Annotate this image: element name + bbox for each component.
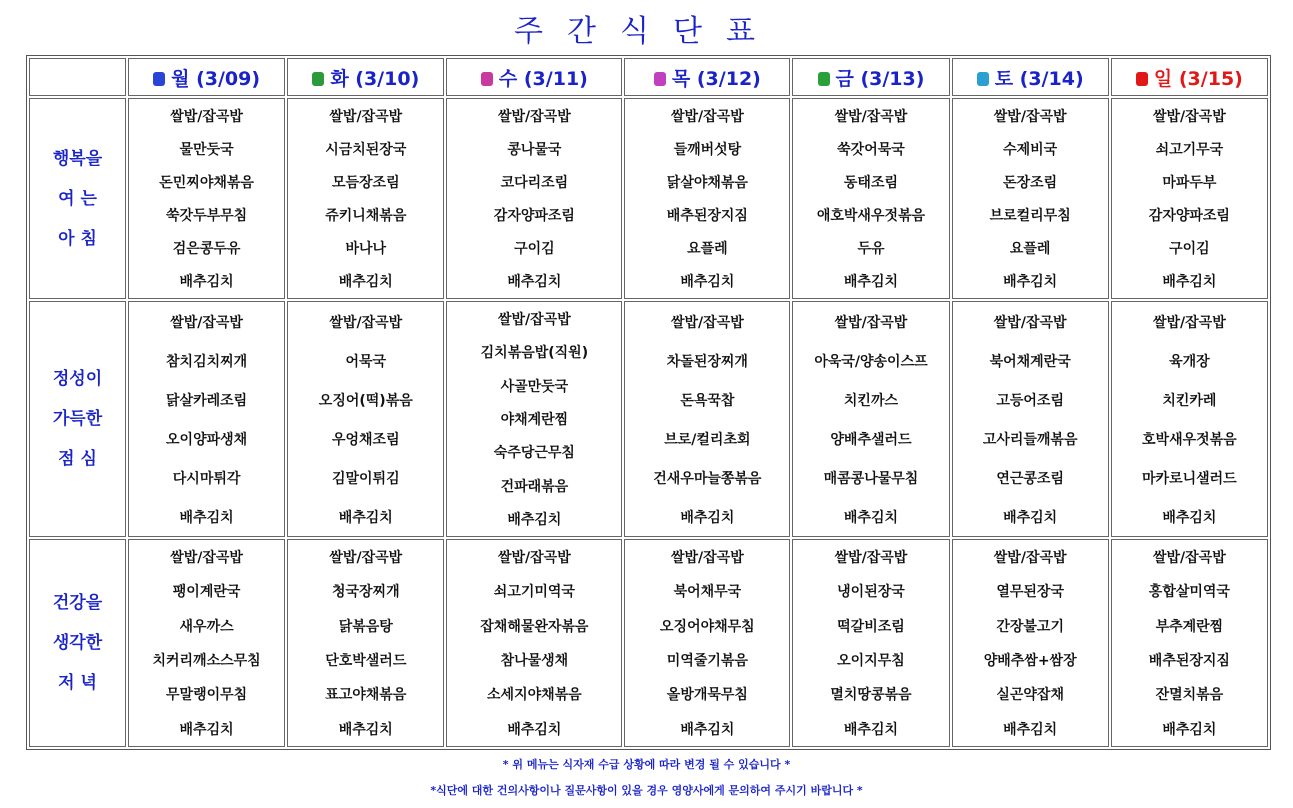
menu-item: 쌀밥/잡곡밥 [1153,108,1226,125]
menu-item: 배추김치 [507,721,562,738]
dinner-row [29,539,1268,747]
menu-item: 쌀밥/잡곡밥 [1153,314,1226,331]
menu-item: 김말이튀김 [331,470,400,487]
menu-item: 쌀밥/잡곡밥 [834,314,908,331]
menu-item: 배추김치 [179,509,234,526]
menu-cell [952,98,1109,299]
menu-item: 멸치땅콩볶음 [830,687,912,704]
menu-item: 배추된장지짐 [1148,653,1230,670]
menu-item-list [288,302,443,536]
menu-item: 쌀밥/잡곡밥 [170,108,243,125]
menu-item: 쌀밥/잡곡밥 [329,108,403,125]
menu-item: 검은콩두유 [172,241,241,258]
menu-item: 두유 [857,241,885,258]
menu-item: 야채계란찜 [500,411,569,428]
menu-item-list [793,540,948,746]
meal-label [29,539,126,747]
menu-item: 간장불고기 [996,618,1064,635]
menu-item: 어묵국 [345,353,387,370]
menu-cell [952,301,1109,537]
menu-cell [792,301,949,537]
menu-item-list [288,540,443,746]
menu-item: 배추김치 [1162,721,1217,738]
menu-item: 우엉채조림 [331,431,400,448]
menu-item: 요플레 [687,241,728,258]
menu-item-list [129,99,284,298]
menu-item: 쥬키니채볶음 [325,208,407,225]
menu-item: 아욱국/양송이스프 [814,353,928,370]
menu-item: 호박새우젓볶음 [1142,431,1237,448]
menu-cell [128,539,285,747]
menu-item: 북어채계란국 [989,353,1071,370]
menu-item: 배추김치 [680,274,735,291]
menu-item-list [1112,99,1267,298]
day-icon [1136,72,1148,86]
menu-item: 마파두부 [1162,174,1217,191]
menu-item: 콩나물국 [507,141,562,158]
menu-item: 치커리깨소스무침 [152,653,261,670]
menu-item: 쌀밥/잡곡밥 [329,314,403,331]
menu-item: 배추김치 [1003,274,1058,291]
menu-item: 감자양파조림 [493,208,575,225]
menu-item: 배추김치 [338,721,393,738]
menu-item: 쇠고기무국 [1155,141,1224,158]
menu-item: 닭살야채볶음 [666,174,748,191]
day-header-mon: 월 (3/09) [128,58,285,96]
menu-item: 쌀밥/잡곡밥 [170,550,243,567]
menu-item: 올방개묵무침 [666,687,748,704]
menu-cell [287,539,444,747]
menu-item: 양배추샐러드 [830,431,912,448]
menu-item: 팽이계란국 [172,584,241,601]
menu-item: 쌀밥/잡곡밥 [671,314,744,331]
menu-item: 물만둣국 [179,141,234,158]
menu-item: 배추김치 [179,274,234,291]
menu-item-list [953,540,1108,746]
menu-item-list [793,302,948,536]
menu-item: 바나나 [345,241,387,258]
menu-cell [952,539,1109,747]
menu-item: 무말랭이무침 [166,687,248,704]
menu-item: 배추김치 [1162,274,1217,291]
menu-item: 쌀밥/잡곡밥 [170,314,243,331]
day-header-wed: 수 (3/11) [446,58,622,96]
meal-label [29,98,126,299]
menu-item: 육개장 [1169,353,1210,370]
day-icon [153,72,165,86]
menu-item: 소세지야채볶음 [487,687,582,704]
meal-label-line: 가득한 [52,409,103,429]
menu-item: 배추김치 [338,509,393,526]
menu-item: 수제비국 [1003,141,1058,158]
menu-item: 브로/컬리초회 [664,431,751,448]
menu-item: 오징어(떡)볶음 [318,392,413,409]
menu-cell [1111,539,1268,747]
day-icon [654,72,666,86]
menu-item: 북어채무국 [673,584,742,601]
menu-cell [446,98,622,299]
menu-item: 오이지무침 [837,653,905,670]
menu-item: 김치볶음밥(직원) [480,345,589,362]
menu-item: 건새우마늘쫑볶음 [653,470,762,487]
menu-item: 구이김 [1169,241,1210,258]
menu-item: 쌀밥/잡곡밥 [671,108,744,125]
menu-item: 배추김치 [507,274,562,291]
menu-item: 배추김치 [1162,509,1217,526]
page-title: 주간식단표 [514,14,779,49]
menu-item: 사골만둣국 [500,378,569,395]
menu-item: 청국장찌개 [331,584,400,601]
menu-item: 배추김치 [507,512,562,529]
menu-item: 오이양파생채 [166,431,248,448]
menu-item-list [1112,302,1267,536]
menu-item: 모듬장조림 [331,174,400,191]
menu-item: 단호박샐러드 [325,653,407,670]
corner-cell [29,58,126,96]
lunch-row [29,301,1268,537]
meal-label-line: 저 녁 [58,673,97,693]
menu-item: 다시마튀각 [172,470,241,487]
menu-item: 돈민찌야채볶음 [159,174,254,191]
menu-item: 쌀밥/잡곡밥 [498,550,571,567]
menu-item: 배추김치 [843,721,899,738]
menu-cell [446,301,622,537]
menu-cell [287,301,444,537]
menu-item: 돈장조림 [1003,174,1058,191]
day-icon [818,72,830,86]
menu-item: 구이김 [514,241,555,258]
menu-item: 쌀밥/잡곡밥 [498,108,571,125]
menu-item: 배추김치 [680,721,735,738]
menu-item: 마카로니샐러드 [1142,470,1237,487]
menu-item: 코다리조림 [500,174,569,191]
menu-item: 참나물생채 [500,653,569,670]
menu-item-list [447,302,621,536]
menu-item-list [953,99,1108,298]
menu-item: 쌀밥/잡곡밥 [498,311,571,328]
day-header-thu: 목 (3/12) [624,58,790,96]
menu-cell [446,539,622,747]
menu-cell [128,301,285,537]
menu-item-list [953,302,1108,536]
menu-item: 동태조림 [843,174,899,191]
menu-item: 떡갈비조림 [837,618,905,635]
menu-item: 표고야채볶음 [325,687,407,704]
menu-item: 잔멸치볶음 [1155,687,1224,704]
menu-item: 쌀밥/잡곡밥 [993,314,1067,331]
menu-item: 요플레 [1009,241,1051,258]
menu-item: 실곤약잡채 [996,687,1064,704]
menu-item-list [1112,540,1267,746]
menu-item-list [447,99,621,298]
menu-item-list [625,540,789,746]
menu-item: 냉이된장국 [837,584,905,601]
menu-item: 열무된장국 [996,584,1064,601]
menu-item: 쇠고기미역국 [493,584,575,601]
menu-item: 쌀밥/잡곡밥 [993,550,1067,567]
notice-menu-change: * 위 메뉴는 식자재 수급 상황에 따라 변경 될 수 있습니다 * [502,758,791,771]
menu-item: 배추김치 [179,721,234,738]
notice-contact-dietitian: *식단에 대한 건의사항이나 질문사항이 있을 경우 영양사에게 문의하여 주시기 바랍니다 * [430,784,863,797]
menu-item: 숙주당근무침 [493,445,575,462]
menu-item: 닭볶음탕 [338,618,393,635]
menu-item: 양배추쌈+쌈장 [983,653,1077,670]
menu-cell [128,98,285,299]
menu-item: 매콤콩나물무침 [823,470,919,487]
meal-label-line: 건강을 [52,593,103,613]
menu-item: 배추김치 [1003,509,1058,526]
menu-item: 배추김치 [843,509,899,526]
menu-cell [287,98,444,299]
menu-item: 배추김치 [843,274,899,291]
menu-item: 쌀밥/잡곡밥 [993,108,1067,125]
day-icon [977,72,989,86]
menu-item: 감자양파조림 [1148,208,1230,225]
breakfast-row [29,98,1268,299]
menu-item: 배추김치 [338,274,393,291]
menu-item: 시금치된장국 [325,141,407,158]
menu-item: 건파래볶음 [500,478,569,495]
menu-item-list [625,99,789,298]
meal-label-line: 점 심 [58,449,97,469]
menu-item: 쌀밥/잡곡밥 [671,550,744,567]
day-header-tue: 화 (3/10) [287,58,444,96]
day-header-fri: 금 (3/13) [792,58,949,96]
menu-item: 들깨버섯탕 [673,141,742,158]
menu-item: 쌀밥/잡곡밥 [329,550,403,567]
menu-item-list [793,99,948,298]
menu-item: 새우까스 [179,618,234,635]
day-icon [312,72,324,86]
menu-item: 차돌된장찌개 [666,353,748,370]
day-icon [481,72,493,86]
menu-item: 배추된장지짐 [666,208,748,225]
menu-item-list [129,302,284,536]
menu-item: 참치김치찌개 [166,353,248,370]
menu-item: 치킨까스 [843,392,899,409]
menu-item-list [625,302,789,536]
menu-item: 홍합살미역국 [1148,584,1230,601]
menu-item: 미역줄기볶음 [666,653,748,670]
menu-item: 고등어조림 [996,392,1064,409]
menu-item: 오징어야채무침 [660,618,755,635]
menu-item: 쌀밥/잡곡밥 [834,108,908,125]
menu-item: 연근콩조림 [996,470,1064,487]
menu-item: 쑥갓두부무침 [166,208,248,225]
menu-item: 부추계란찜 [1155,618,1224,635]
menu-cell [624,98,790,299]
menu-cell [1111,301,1268,537]
menu-item: 쑥갓어묵국 [837,141,905,158]
menu-item-list [288,99,443,298]
meal-label [29,301,126,537]
menu-item: 쌀밥/잡곡밥 [1153,550,1226,567]
menu-item-list [129,540,284,746]
menu-item-list [447,540,621,746]
menu-cell [624,301,790,537]
menu-item: 쌀밥/잡곡밥 [834,550,908,567]
meal-label-line: 정성이 [52,369,103,389]
menu-item: 배추김치 [680,509,735,526]
day-header-sat: 토 (3/14) [952,58,1109,96]
meal-label-line: 생각한 [52,633,103,653]
menu-item: 돈욕꾹찹 [680,392,735,409]
menu-item: 잡채해물완자볶음 [480,618,589,635]
meal-label-line: 여 는 [58,188,97,209]
day-header-sun: 일 (3/15) [1111,58,1268,96]
menu-cell [792,539,949,747]
meal-label-line: 행복을 [52,148,103,169]
header-row [29,58,1268,96]
menu-item: 치킨카레 [1162,392,1217,409]
menu-item: 닭살카레조림 [166,392,248,409]
menu-item: 애호박새우젓볶음 [816,208,926,225]
menu-cell [792,98,949,299]
meal-label-line: 아 침 [58,228,97,249]
menu-item: 배추김치 [1003,721,1058,738]
menu-cell [1111,98,1268,299]
weekly-menu-table [26,55,1271,750]
menu-item: 브로컬리무침 [989,208,1071,225]
menu-item: 고사리들깨볶음 [982,431,1078,448]
menu-cell [624,539,790,747]
